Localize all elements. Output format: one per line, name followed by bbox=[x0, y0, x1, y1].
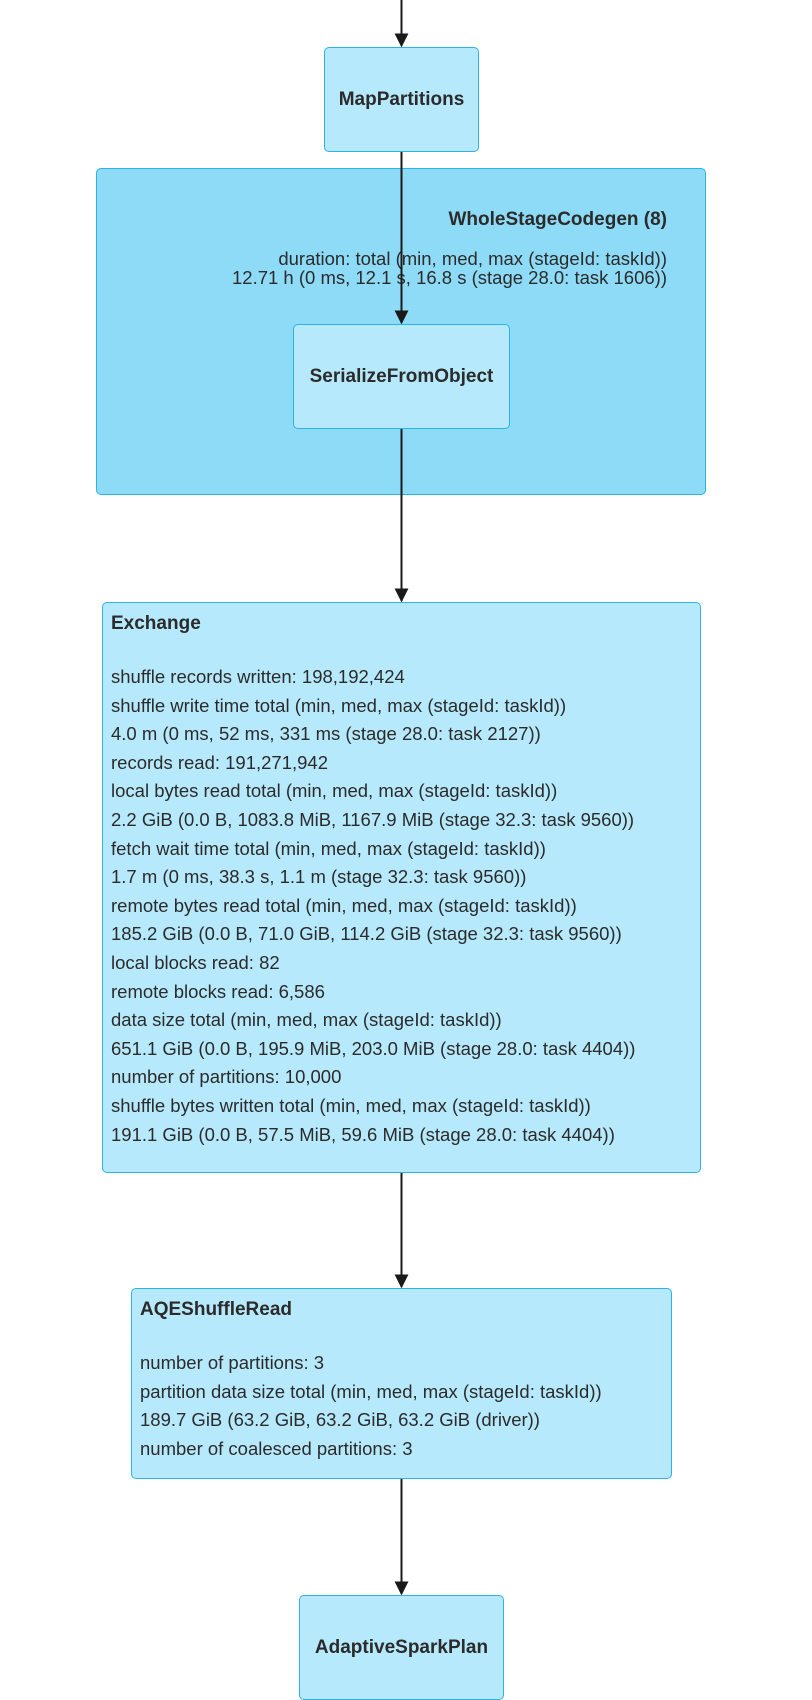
metric-line: shuffle write time total (min, med, max (stageId: taskId)) bbox=[111, 694, 567, 716]
node-label: MapPartitions bbox=[338, 88, 465, 110]
metric-line: partition data size total (min, med, max (stageId: taskId)) bbox=[140, 1380, 602, 1402]
metric-line: 189.7 GiB (63.2 GiB, 63.2 GiB, 63.2 GiB (driver)) bbox=[140, 1409, 540, 1431]
metric-line: 4.0 m (0 ms, 52 ms, 331 ms (stage 28.0: task 2127)) bbox=[111, 723, 541, 745]
metric-line: fetch wait time total (min, med, max (stageId: taskId)) bbox=[111, 837, 546, 859]
node-label: SerializeFromObject bbox=[309, 365, 494, 387]
metric-line: number of partitions: 10,000 bbox=[111, 1066, 342, 1088]
metric-line: 185.2 GiB (0.0 B, 71.0 GiB, 114.2 GiB (stage 32.3: task 9560)) bbox=[111, 923, 622, 945]
metric-line: 2.2 GiB (0.0 B, 1083.8 MiB, 1167.9 MiB (stage 32.3: task 9560)) bbox=[111, 808, 635, 830]
node-title: Exchange bbox=[111, 613, 201, 634]
metric-line: remote blocks read: 6,586 bbox=[111, 980, 325, 1002]
metric-line: shuffle bytes written total (min, med, max (stageId: taskId)) bbox=[111, 1094, 591, 1116]
cluster-metric-header: duration: total (min, med, max (stageId: taskId)) bbox=[278, 248, 667, 269]
metric-line: data size total (min, med, max (stageId: taskId)) bbox=[111, 1009, 502, 1031]
metric-line: remote bytes read total (min, med, max (stageId: taskId)) bbox=[111, 894, 577, 916]
metric-line: 191.1 GiB (0.0 B, 57.5 MiB, 59.6 MiB (stage 28.0: task 4404)) bbox=[111, 1123, 615, 1145]
cluster-title: WholeStageCodegen (8) bbox=[448, 209, 667, 230]
metric-line: 651.1 GiB (0.0 B, 195.9 MiB, 203.0 MiB (stage 28.0: task 4404)) bbox=[111, 1037, 636, 1059]
metric-line: local blocks read: 82 bbox=[111, 951, 280, 973]
metric-line: number of partitions: 3 bbox=[140, 1352, 325, 1373]
metric-line: local bytes read total (min, med, max (stageId: taskId)) bbox=[111, 780, 558, 802]
metric-line: shuffle records written: 198,192,424 bbox=[111, 666, 405, 687]
node-label: AdaptiveSparkPlan bbox=[314, 1636, 489, 1658]
cluster-metric-value: 12.71 h (0 ms, 12.1 s, 16.8 s (stage 28.0: task 1606)) bbox=[232, 267, 667, 288]
node-title: AQEShuffleRead bbox=[140, 1299, 293, 1320]
metric-line: records read: 191,271,942 bbox=[111, 751, 329, 773]
metric-line: 1.7 m (0 ms, 38.3 s, 1.1 m (stage 32.3: task 9560)) bbox=[111, 866, 527, 888]
metric-line: number of coalesced partitions: 3 bbox=[140, 1437, 413, 1459]
